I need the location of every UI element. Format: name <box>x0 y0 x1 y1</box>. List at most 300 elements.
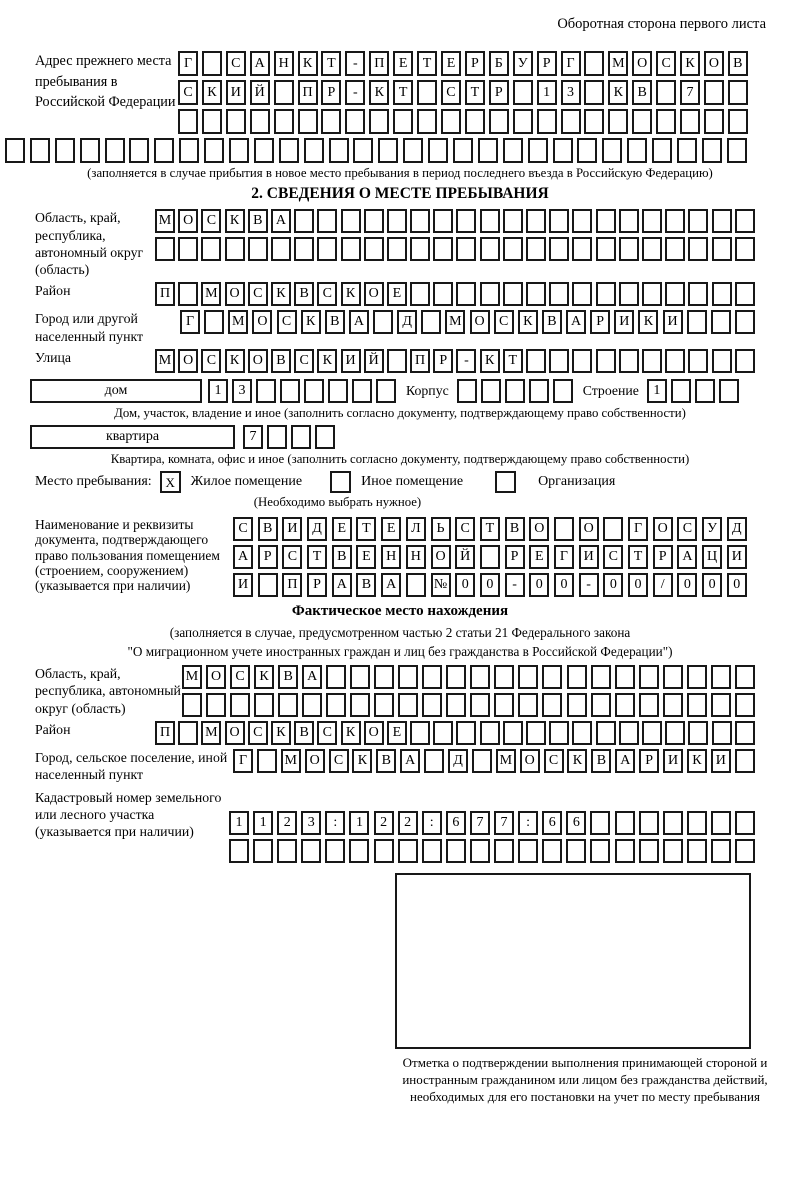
char-cell: 1 <box>349 811 369 835</box>
char-cell: Н <box>406 545 426 569</box>
char-cell <box>566 839 586 863</box>
char-cell: С <box>201 349 221 373</box>
char-cell: К <box>480 349 500 373</box>
char-cell <box>398 665 418 689</box>
char-cell: 6 <box>566 811 586 835</box>
char-cell <box>374 693 394 717</box>
char-cell: К <box>202 80 222 105</box>
char-cell: В <box>632 80 652 105</box>
stay-option-other-checkbox <box>330 471 351 493</box>
apartment-cells <box>243 425 335 449</box>
char-cell: 3 <box>561 80 581 105</box>
char-cell: Г <box>178 51 198 76</box>
prev-address-note: (заполняется в случае прибытия в новое место пребывания в период последнего въезда в Российскую Федерацию) <box>87 166 713 180</box>
char-cell: М <box>201 721 221 745</box>
char-cell: Н <box>381 545 401 569</box>
house-box-label: дом <box>30 379 202 403</box>
char-cell: Й <box>364 349 384 373</box>
char-cell: С <box>277 310 297 334</box>
char-cell: П <box>155 721 175 745</box>
char-cell: О <box>529 517 549 541</box>
char-cell <box>590 839 610 863</box>
document-block <box>35 517 800 597</box>
char-cell <box>456 721 476 745</box>
document-row-1 <box>233 517 747 541</box>
char-cell <box>619 349 639 373</box>
char-cell: Е <box>332 517 352 541</box>
char-cell: М <box>496 749 516 773</box>
char-cell <box>572 282 592 306</box>
char-cell <box>248 237 268 261</box>
city-row <box>180 310 755 334</box>
cadastre-row-2 <box>229 839 755 863</box>
char-cell: О <box>248 349 268 373</box>
char-cell: М <box>228 310 248 334</box>
char-cell: В <box>505 517 525 541</box>
char-cell: К <box>341 721 361 745</box>
char-cell: О <box>653 517 673 541</box>
char-cell <box>453 138 473 163</box>
char-cell <box>480 721 500 745</box>
char-cell: О <box>364 282 384 306</box>
char-cell <box>615 839 635 863</box>
char-cell: А <box>349 310 369 334</box>
char-cell <box>226 109 246 134</box>
char-cell <box>417 109 437 134</box>
stay-option-residential-label: Жилое помещение <box>190 474 303 490</box>
char-cell: Р <box>639 749 659 773</box>
char-cell <box>665 209 685 233</box>
char-cell <box>250 109 270 134</box>
char-cell: М <box>201 282 221 306</box>
char-cell: К <box>225 349 245 373</box>
char-cell: Г <box>561 51 581 76</box>
char-cell <box>480 545 500 569</box>
page-side-note: Оборотная сторона первого листа <box>557 16 766 32</box>
char-cell: П <box>369 51 389 76</box>
char-cell <box>577 138 597 163</box>
char-cell <box>663 693 683 717</box>
char-cell <box>387 209 407 233</box>
char-cell: / <box>653 573 673 597</box>
char-cell <box>229 839 249 863</box>
section2-title: 2. СВЕДЕНИЯ О МЕСТЕ ПРЕБЫВАНИЯ <box>251 185 549 203</box>
char-cell: Р <box>321 80 341 105</box>
char-cell: К <box>271 282 291 306</box>
char-cell <box>572 721 592 745</box>
cadastre-row-1 <box>229 811 755 835</box>
actual-region-row-2 <box>182 693 755 717</box>
char-cell <box>735 209 755 233</box>
char-cell: Е <box>441 51 461 76</box>
actual-city-block <box>35 749 800 783</box>
char-cell <box>503 282 523 306</box>
char-cell <box>294 237 314 261</box>
char-cell <box>632 109 652 134</box>
char-cell: Г <box>554 545 574 569</box>
stay-option-organization-checkbox <box>495 471 516 493</box>
char-cell <box>271 237 291 261</box>
char-cell <box>677 138 697 163</box>
char-cell <box>572 349 592 373</box>
char-cell: А <box>271 209 291 233</box>
char-cell <box>456 237 476 261</box>
char-cell: У <box>702 517 722 541</box>
char-cell <box>526 282 546 306</box>
char-cell: Л <box>406 517 426 541</box>
char-cell <box>671 379 691 403</box>
char-cell: Г <box>180 310 200 334</box>
char-cell <box>494 693 514 717</box>
char-cell <box>549 282 569 306</box>
char-cell: 7 <box>680 80 700 105</box>
char-cell: В <box>325 310 345 334</box>
char-cell: 1 <box>229 811 249 835</box>
char-cell <box>350 693 370 717</box>
char-cell: П <box>155 282 175 306</box>
char-cell: О <box>364 721 384 745</box>
char-cell <box>526 349 546 373</box>
char-cell: П <box>410 349 430 373</box>
char-cell <box>572 237 592 261</box>
char-cell <box>503 721 523 745</box>
char-cell: С <box>178 80 198 105</box>
char-cell: - <box>456 349 476 373</box>
char-cell <box>280 379 300 403</box>
district-label: Район <box>35 283 71 299</box>
char-cell: Ц <box>702 545 722 569</box>
char-cell: Р <box>489 80 509 105</box>
char-cell <box>178 237 198 261</box>
char-cell: Д <box>307 517 327 541</box>
char-cell: С <box>294 349 314 373</box>
char-cell <box>513 109 533 134</box>
char-cell: И <box>727 545 747 569</box>
char-cell: К <box>298 51 318 76</box>
char-cell: Р <box>590 310 610 334</box>
char-cell <box>735 665 755 689</box>
char-cell <box>202 109 222 134</box>
char-cell <box>711 811 731 835</box>
char-cell <box>341 209 361 233</box>
char-cell <box>735 749 755 773</box>
char-cell: В <box>271 349 291 373</box>
char-cell <box>277 839 297 863</box>
char-cell: С <box>494 310 514 334</box>
char-cell <box>591 665 611 689</box>
char-cell: М <box>608 51 628 76</box>
char-cell: М <box>281 749 301 773</box>
char-cell <box>596 282 616 306</box>
char-cell: М <box>155 349 175 373</box>
city-label: Город или другой населенный пункт <box>35 311 144 344</box>
char-cell <box>704 80 724 105</box>
district-row <box>155 282 755 306</box>
char-cell: Е <box>387 282 407 306</box>
stamp-box <box>395 873 751 1049</box>
char-cell <box>735 310 755 334</box>
char-cell: О <box>206 665 226 689</box>
char-cell <box>350 665 370 689</box>
char-cell <box>688 282 708 306</box>
char-cell: С <box>233 517 253 541</box>
char-cell <box>178 282 198 306</box>
char-cell: К <box>608 80 628 105</box>
char-cell: В <box>728 51 748 76</box>
char-cell: 7 <box>243 425 263 449</box>
stay-option-residential-checkbox: X <box>160 471 181 493</box>
char-cell <box>328 379 348 403</box>
char-cell <box>457 379 477 403</box>
char-cell <box>642 237 662 261</box>
char-cell: В <box>294 721 314 745</box>
char-cell <box>465 109 485 134</box>
char-cell <box>428 138 448 163</box>
char-cell <box>433 282 453 306</box>
char-cell <box>410 282 430 306</box>
char-cell <box>712 349 732 373</box>
char-cell <box>735 811 755 835</box>
char-cell: Т <box>356 517 376 541</box>
char-cell <box>341 237 361 261</box>
char-cell <box>712 282 732 306</box>
char-cell <box>615 693 635 717</box>
char-cell <box>298 109 318 134</box>
char-cell <box>256 379 276 403</box>
prev-address-block <box>35 51 800 181</box>
char-cell: Т <box>465 80 485 105</box>
char-cell <box>549 209 569 233</box>
cadastre-label: Кадастровый номер земельного или лесного участка (указывается при наличии) <box>35 789 222 840</box>
char-cell <box>456 209 476 233</box>
actual-region-label: Область, край, республика, автономный округ (область) <box>35 666 181 716</box>
char-cell <box>421 310 441 334</box>
char-cell: С <box>441 80 461 105</box>
char-cell <box>410 209 430 233</box>
char-cell <box>513 80 533 105</box>
char-cell: 0 <box>529 573 549 597</box>
document-row-2 <box>233 545 747 569</box>
char-cell <box>639 665 659 689</box>
char-cell <box>619 237 639 261</box>
char-cell: Т <box>393 80 413 105</box>
char-cell <box>687 811 707 835</box>
char-cell: 0 <box>603 573 623 597</box>
char-cell <box>735 721 755 745</box>
char-cell <box>549 721 569 745</box>
char-cell <box>712 209 732 233</box>
char-cell: Т <box>503 349 523 373</box>
stay-option-organization-label: Организация <box>538 474 616 490</box>
char-cell: О <box>520 749 540 773</box>
char-cell <box>537 109 557 134</box>
char-cell: И <box>614 310 634 334</box>
char-cell: И <box>663 310 683 334</box>
char-cell <box>642 349 662 373</box>
char-cell: Е <box>387 721 407 745</box>
char-cell <box>478 138 498 163</box>
char-cell <box>374 665 394 689</box>
char-cell: О <box>704 51 724 76</box>
actual-city-row <box>233 749 755 773</box>
actual-location-title: Фактическое место нахождения <box>291 602 509 619</box>
char-cell <box>179 138 199 163</box>
char-cell: Р <box>505 545 525 569</box>
char-cell <box>129 138 149 163</box>
char-cell <box>253 839 273 863</box>
char-cell <box>542 665 562 689</box>
region-block <box>35 209 800 278</box>
char-cell: Р <box>258 545 278 569</box>
prev-address-row-2 <box>178 80 748 105</box>
char-cell <box>503 237 523 261</box>
char-cell <box>201 237 221 261</box>
char-cell <box>619 209 639 233</box>
char-cell <box>470 839 490 863</box>
char-cell <box>364 237 384 261</box>
char-cell: С <box>201 209 221 233</box>
char-cell <box>30 138 50 163</box>
char-cell <box>591 693 611 717</box>
char-cell <box>387 237 407 261</box>
char-cell <box>727 138 747 163</box>
region-label: Область, край, республика, автономный округ (область) <box>35 210 144 278</box>
char-cell <box>680 109 700 134</box>
char-cell: С <box>455 517 475 541</box>
char-cell: Т <box>321 51 341 76</box>
char-cell <box>55 138 75 163</box>
char-cell <box>639 811 659 835</box>
char-cell: Е <box>356 545 376 569</box>
char-cell <box>553 138 573 163</box>
char-cell: Г <box>628 517 648 541</box>
char-cell: А <box>250 51 270 76</box>
char-cell <box>317 209 337 233</box>
char-cell <box>398 693 418 717</box>
char-cell <box>352 379 372 403</box>
char-cell <box>472 749 492 773</box>
char-cell <box>369 109 389 134</box>
char-cell <box>406 573 426 597</box>
char-cell <box>572 209 592 233</box>
char-cell <box>505 379 525 403</box>
char-cell: : <box>518 811 538 835</box>
char-cell: С <box>226 51 246 76</box>
char-cell: 2 <box>398 811 418 835</box>
char-cell <box>325 839 345 863</box>
document-row-3 <box>233 573 747 597</box>
street-row <box>155 349 755 373</box>
house-number-cells <box>208 379 396 403</box>
char-cell: С <box>248 282 268 306</box>
char-cell <box>294 209 314 233</box>
apartment-box-label: квартира <box>30 425 235 449</box>
char-cell: 0 <box>702 573 722 597</box>
char-cell: В <box>356 573 376 597</box>
char-cell: Б <box>489 51 509 76</box>
char-cell <box>291 425 311 449</box>
char-cell: Р <box>537 51 557 76</box>
char-cell <box>229 138 249 163</box>
char-cell: В <box>332 545 352 569</box>
char-cell <box>410 237 430 261</box>
char-cell <box>642 721 662 745</box>
char-cell: А <box>566 310 586 334</box>
char-cell <box>345 109 365 134</box>
actual-region-block <box>35 665 800 717</box>
actual-district-label: Район <box>35 722 71 738</box>
city-block <box>35 310 800 344</box>
char-cell: - <box>505 573 525 597</box>
char-cell: 1 <box>253 811 273 835</box>
char-cell <box>376 379 396 403</box>
char-cell <box>326 665 346 689</box>
char-cell <box>278 693 298 717</box>
street-block <box>35 349 800 373</box>
house-block <box>30 379 800 403</box>
char-cell <box>433 721 453 745</box>
char-cell <box>688 237 708 261</box>
stay-type-label: Место пребывания: <box>35 474 152 490</box>
char-cell <box>422 665 442 689</box>
char-cell <box>639 839 659 863</box>
char-cell <box>403 138 423 163</box>
char-cell <box>687 839 707 863</box>
char-cell <box>584 109 604 134</box>
district-block <box>35 282 800 306</box>
char-cell <box>178 109 198 134</box>
char-cell <box>561 109 581 134</box>
char-cell: П <box>298 80 318 105</box>
char-cell <box>503 138 523 163</box>
char-cell: К <box>518 310 538 334</box>
char-cell <box>155 237 175 261</box>
char-cell <box>481 379 501 403</box>
char-cell <box>728 80 748 105</box>
char-cell <box>480 209 500 233</box>
char-cell: К <box>317 349 337 373</box>
char-cell: К <box>369 80 389 105</box>
char-cell: К <box>271 721 291 745</box>
char-cell <box>5 138 25 163</box>
char-cell <box>204 138 224 163</box>
char-cell <box>554 517 574 541</box>
char-cell: С <box>317 282 337 306</box>
char-cell <box>712 721 732 745</box>
char-cell: И <box>226 80 246 105</box>
char-cell: О <box>470 310 490 334</box>
char-cell: 0 <box>455 573 475 597</box>
char-cell <box>254 138 274 163</box>
char-cell: С <box>248 721 268 745</box>
korpus-cells <box>457 379 573 403</box>
char-cell <box>663 665 683 689</box>
char-cell: Й <box>455 545 475 569</box>
char-cell <box>202 51 222 76</box>
char-cell <box>518 839 538 863</box>
char-cell: Р <box>307 573 327 597</box>
char-cell: С <box>230 665 250 689</box>
char-cell: 2 <box>277 811 297 835</box>
char-cell <box>304 138 324 163</box>
char-cell <box>702 138 722 163</box>
char-cell: А <box>332 573 352 597</box>
char-cell <box>302 693 322 717</box>
char-cell <box>642 209 662 233</box>
char-cell <box>301 839 321 863</box>
actual-district-row <box>155 721 755 745</box>
char-cell <box>728 109 748 134</box>
